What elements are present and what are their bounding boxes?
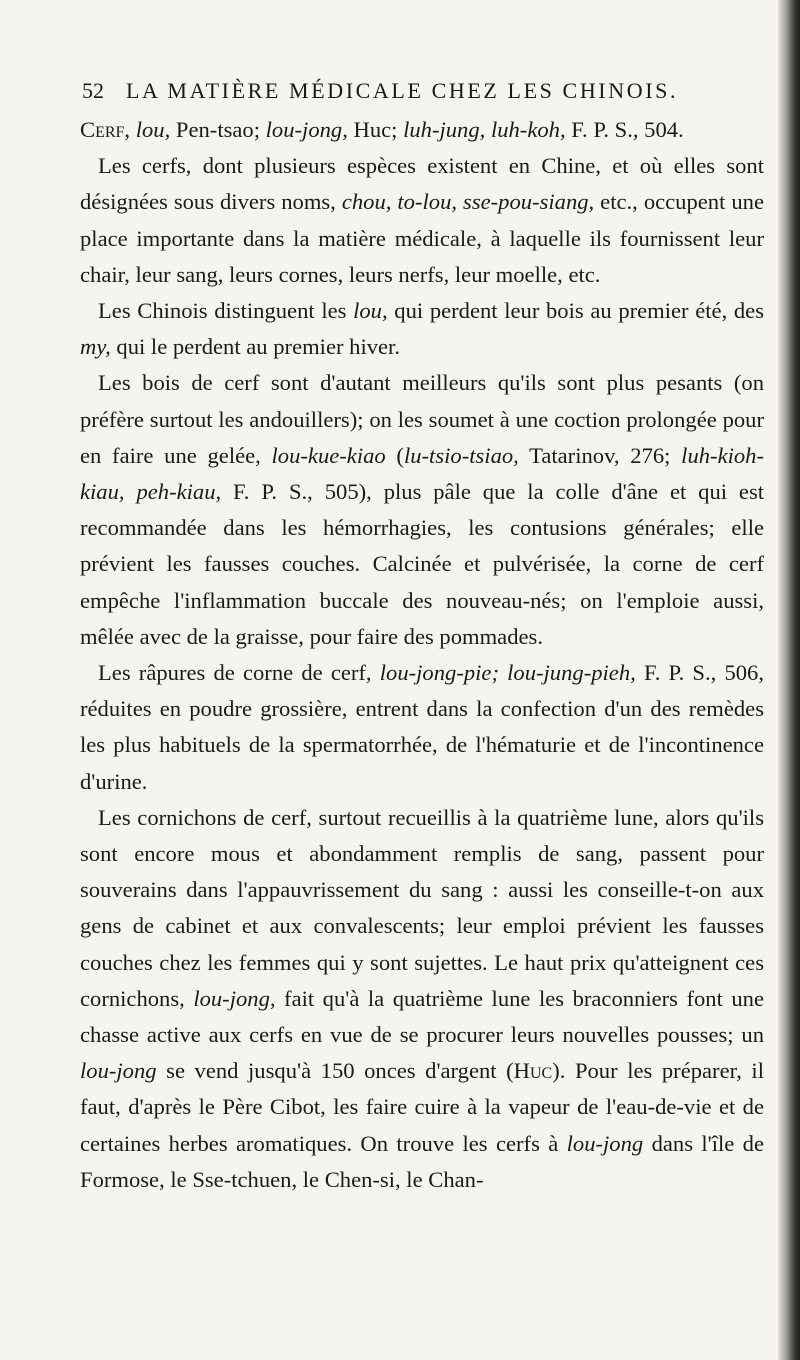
- entry-sep: ,: [124, 117, 136, 142]
- text-run: F. P. S., 506, réduites en poudre grossière, entrent dans la confection d'un des remèdes les plus habituels de la spermatorrhée, de l'hématurie et de l'incontinence d'urine.: [80, 660, 764, 794]
- text-run: Les râpures de corne de cerf,: [98, 660, 380, 686]
- text-run: qui perdent leur bois au premier été, des: [387, 298, 764, 324]
- text-run: qui le perdent au premier hiver.: [110, 334, 400, 360]
- text-run: fait qu'à la quatrième lune les braconniers font une chasse active aux cerfs en vue de se procurer leurs nouvelles pousses; un: [80, 985, 764, 1048]
- entry-reference: F. P. S., 504.: [571, 117, 684, 142]
- entry-name: lou,: [135, 117, 171, 142]
- page-number: 52: [82, 78, 104, 103]
- paragraph: [80, 655, 764, 800]
- paragraph: [80, 148, 764, 293]
- italic-term: luh-kioh-kiau, peh-kiau,: [80, 442, 764, 505]
- text-run: Tatarinov, 276;: [518, 442, 682, 468]
- entry-name: lou-jong,: [265, 117, 348, 142]
- running-header: [82, 78, 722, 104]
- italic-term: lou-kue-kiao: [271, 442, 386, 468]
- italic-term: lou-jong,: [193, 985, 276, 1011]
- body-text: [80, 112, 764, 1198]
- entry-heading: [80, 112, 764, 148]
- entry-sep: Huc;: [347, 117, 404, 142]
- paragraph: [80, 293, 764, 365]
- small-caps-text: Huc: [513, 1058, 553, 1084]
- paragraphs: [80, 148, 764, 1198]
- text-run: etc., occupent une place importante dans la matière médicale, à laquelle ils fournissent leur chair, leur sang, leurs cornes, leurs nerfs, leur moelle, etc.: [80, 189, 764, 287]
- text-run: ). Pour les préparer, il faut, d'après le Père Cibot, les faire cuire à la vapeur de l'eau-de-vie et de certaines herbes aromatiques. On trouve les cerfs à: [80, 1058, 764, 1156]
- text-run: se vend jusqu'à 150 onces d'argent (: [156, 1058, 514, 1084]
- italic-term: lu-tsio-tsiao,: [403, 442, 519, 468]
- text-run: Les bois de cerf sont d'autant meilleurs qu'ils sont plus pesants (on préfère surtout les andouillers); on les soumet à une coction prolongée pour en faire une gelée,: [80, 370, 764, 468]
- text-run: Les cerfs, dont plusieurs espèces existent en Chine, et où elles sont désignées sous divers noms,: [80, 153, 764, 215]
- italic-term: lou-jong: [566, 1130, 644, 1156]
- italic-term: lou-jong: [80, 1058, 157, 1084]
- text-run: Les cornichons de cerf, surtout recueillis à la quatrième lune, alors qu'ils sont encore mous et abondamment remplis de sang, passent pour souverains dans l'appauvrissement du sang : aussi les conseille-t-on aux gens de cabinet et aux convalescents; leur emploi prévient les fausses couches chez les femmes qui y sont sujettes. Le haut prix qu'atteignent ces cornichons,: [80, 804, 764, 1011]
- italic-term: lou,: [353, 298, 388, 324]
- italic-term: lou-jong-pie; lou-jung-pieh,: [379, 660, 636, 686]
- italic-term: chou, to-lou, sse-pou-siang,: [341, 189, 595, 215]
- italic-term: my,: [80, 334, 111, 360]
- text-run: dans l'île de Formose, le Sse-tchuen, le Chen-si, le Chan-: [80, 1130, 764, 1192]
- paragraph: [80, 800, 764, 1198]
- page-edge-shadow: [778, 0, 800, 1360]
- entry-name: luh-jung, luh-koh,: [403, 117, 566, 142]
- text-run: Les Chinois distinguent les: [98, 298, 354, 324]
- paragraph: [80, 365, 764, 655]
- entry-sep: Pen-tsao;: [170, 117, 266, 142]
- text-run: F. P. S., 505), plus pâle que la colle d'âne et qui est recommandée dans les hémorrhagies, les contusions générales; elle prévient les fausses couches. Calcinée et pulvérisée, la corne de cerf empêche l'inflammation buccale des nouveau-nés; on l'emploie aussi, mêlée avec de la graisse, pour faire des pommades.: [80, 479, 765, 649]
- running-title: LA MATIÈRE MÉDICALE CHEZ LES CHINOIS.: [126, 78, 679, 103]
- entry-term: Cerf: [80, 117, 125, 142]
- text-run: (: [385, 442, 404, 468]
